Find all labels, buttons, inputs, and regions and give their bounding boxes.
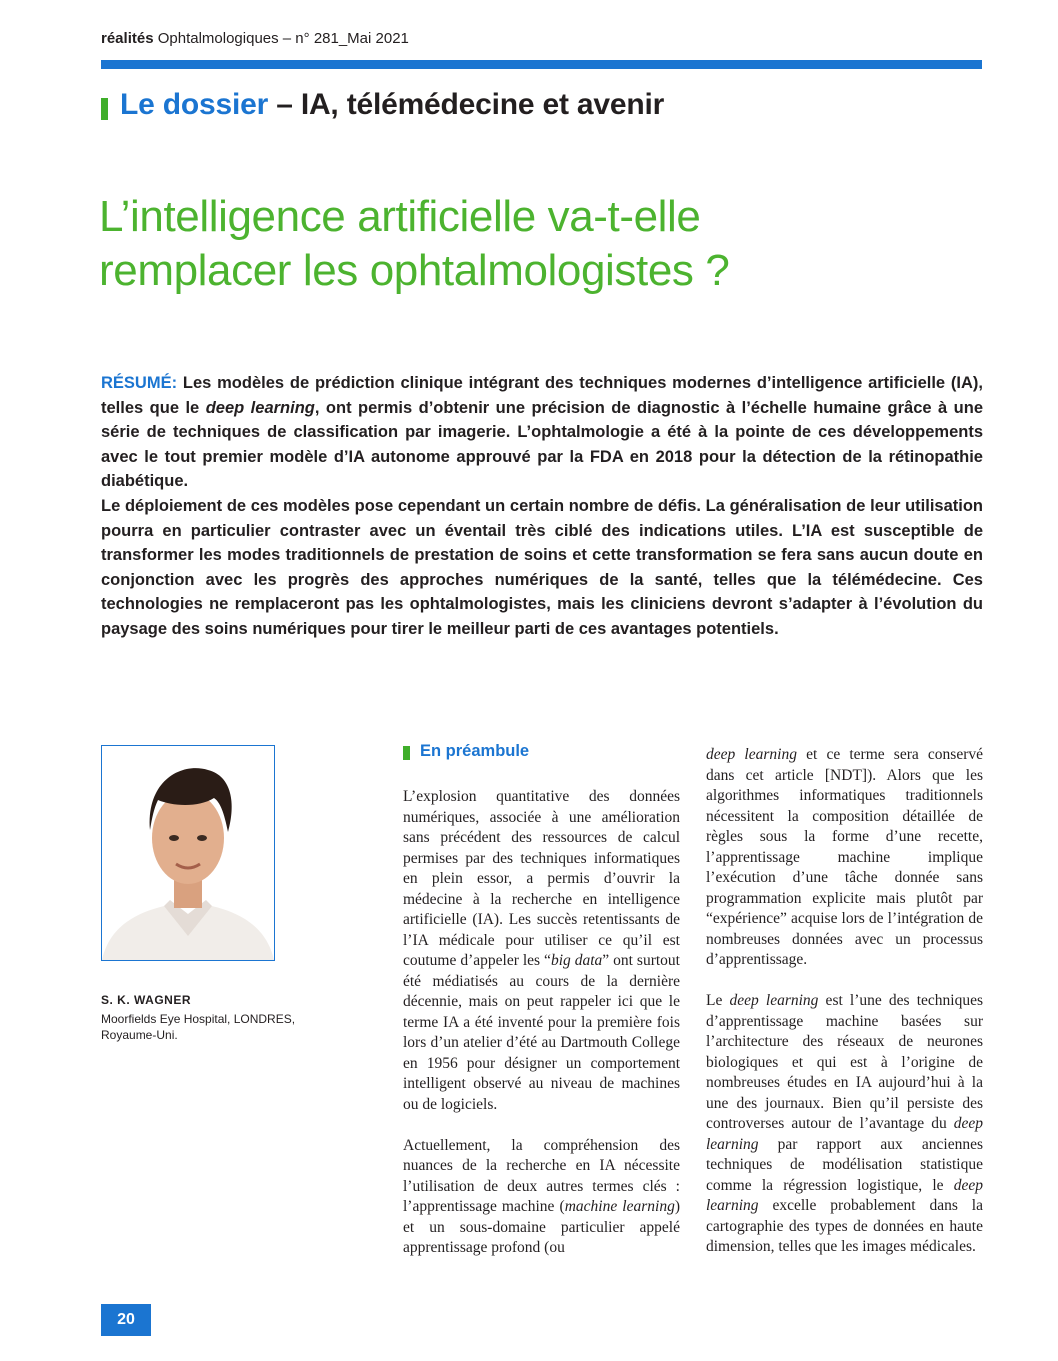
article-title <box>99 190 999 298</box>
journal-issue: Ophtalmologiques – n° 281_Mai 2021 <box>157 30 409 47</box>
page-number: 20 <box>101 1304 151 1336</box>
abstract <box>101 371 983 642</box>
subheading-marker-icon <box>403 746 410 760</box>
abstract-label: RÉSUMÉ: <box>101 374 178 392</box>
body-text: par rapport aux anciennes techniques de modélisation statistique comme la régression logistique, le <box>706 1135 983 1194</box>
body-emphasis: deep learning <box>706 1115 983 1153</box>
abstract-emphasis: deep learning <box>205 398 315 417</box>
section-subject: – IA, télémédecine et avenir <box>276 88 665 121</box>
section-label: Le dossier <box>120 88 269 121</box>
body-text: ) et un sous-domaine particulier appelé apprentissage profond (ou <box>403 1198 680 1256</box>
abstract-text: , ont permis d’obtenir une précision de diagnostic à l’échelle humaine grâce à une série de techniques de classification par imagerie. L’ophtalmologie a été à la pointe de ces développements avec le tout premier modèle d’IA autonome approuvé par la FDA en 2018 pour la détection de la rétinopathie diabétique. <box>101 398 983 491</box>
body-emphasis: deep learning <box>706 746 797 763</box>
author-name: S. K. WAGNER <box>101 993 192 1007</box>
body-text: Le <box>706 992 730 1009</box>
body-text: ” ont surtout été médiatisés au cours de la dernière décennie, mais on peut rappeler ici que le terme IA a été inventé pour la première fois lors d’un atelier d’été au Dartmouth College en 1956 pour désigner un comportement intelligent observé au niveau de machines ou de logiciels. <box>403 952 680 1113</box>
body-emphasis: deep learning <box>729 992 819 1009</box>
article-title-line-1: L’intelligence artificielle va-t-elle <box>99 192 701 241</box>
body-paragraph <box>706 991 983 1258</box>
author-affiliation: Moorfields Eye Hospital, LONDRES, Royaume-Uni. <box>101 1012 296 1042</box>
section-marker-icon <box>101 98 108 120</box>
body-text: Actuellement, la compréhension des nuances de la recherche en IA nécessite l’utilisation de deux autres termes clés : l’apprentissage machine ( <box>403 1136 680 1215</box>
article-title-line-2: remplacer les ophtalmologistes ? <box>99 246 730 295</box>
author-photo <box>101 745 275 961</box>
body-text: excelle probablement dans la cartographie des types de données en haute dimension, telles que les images médicales. <box>706 1197 983 1255</box>
body-column-2 <box>706 745 983 1278</box>
body-emphasis: big data <box>550 952 603 969</box>
header-rule <box>101 60 982 69</box>
section-heading <box>120 88 664 122</box>
body-emphasis: machine learning <box>564 1198 675 1215</box>
body-paragraph <box>403 1136 680 1259</box>
body-paragraph <box>403 787 680 1115</box>
running-head <box>101 30 409 47</box>
body-text: L’explosion quantitative des données numériques, associée à une amélioration sans précédent des ressources de calcul permises par des techniques informatiques en plein essor, a permis d’ouvrir la médecine à la recherche en intelligence artificielle (IA). Les succès retentissants de l’IA médicale pour utiliser ce qu’il est coutume d’appeler les “ <box>403 788 680 969</box>
journal-brand: réalités <box>101 30 154 47</box>
body-emphasis: deep learning <box>706 1176 983 1214</box>
author-portrait-icon <box>102 746 274 960</box>
body-paragraph <box>706 745 983 971</box>
body-column-1 <box>403 787 680 1279</box>
abstract-paragraph-2: Le déploiement de ces modèles pose cependant un certain nombre de défis. La généralisation de leur utilisation pourra en particulier contraster avec un éventail très ciblé des indications utiles. L’IA est susceptible de transformer les modes traditionnels de prestation de soins et cette transformation se fera sans aucun doute en conjonction avec les progrès des approches numériques de la santé, telles que la télémédecine. Ces technologies ne remplaceront pas les ophtalmologistes, mais les cliniciens devront s’adapter à l’évolution du paysage des soins numériques pour tirer le meilleur parti de ces avantages potentiels. <box>101 496 983 638</box>
preamble-heading: En préambule <box>420 742 530 760</box>
body-text: est l’une des techniques d’apprentissage machine basées sur l’architecture des réseaux de neurones biologiques et qui est à l’origine de nombreuses études en IA aujourd’hui à la une des journaux. Bien qu’il persiste des controverses autour de l’avantage du <box>706 992 983 1132</box>
body-text: et ce terme sera conservé dans cet article [NDT]). Alors que les algorithmes informatiques traditionnels nécessitent la composition détaillée de règles sous la forme d’une recette, l’apprentissage machine implique l’exécution d’une tâche donnée sans programmation explicite mais plutôt par “expérience” acquise lors de l’intégration de nombreuses données avec un processus d’apprentissage. <box>706 746 983 968</box>
abstract-paragraph-1 <box>101 371 983 494</box>
abstract-text: Les modèles de prédiction clinique intégrant des techniques modernes d’intelligence artificielle (IA), telles que le <box>101 374 983 417</box>
